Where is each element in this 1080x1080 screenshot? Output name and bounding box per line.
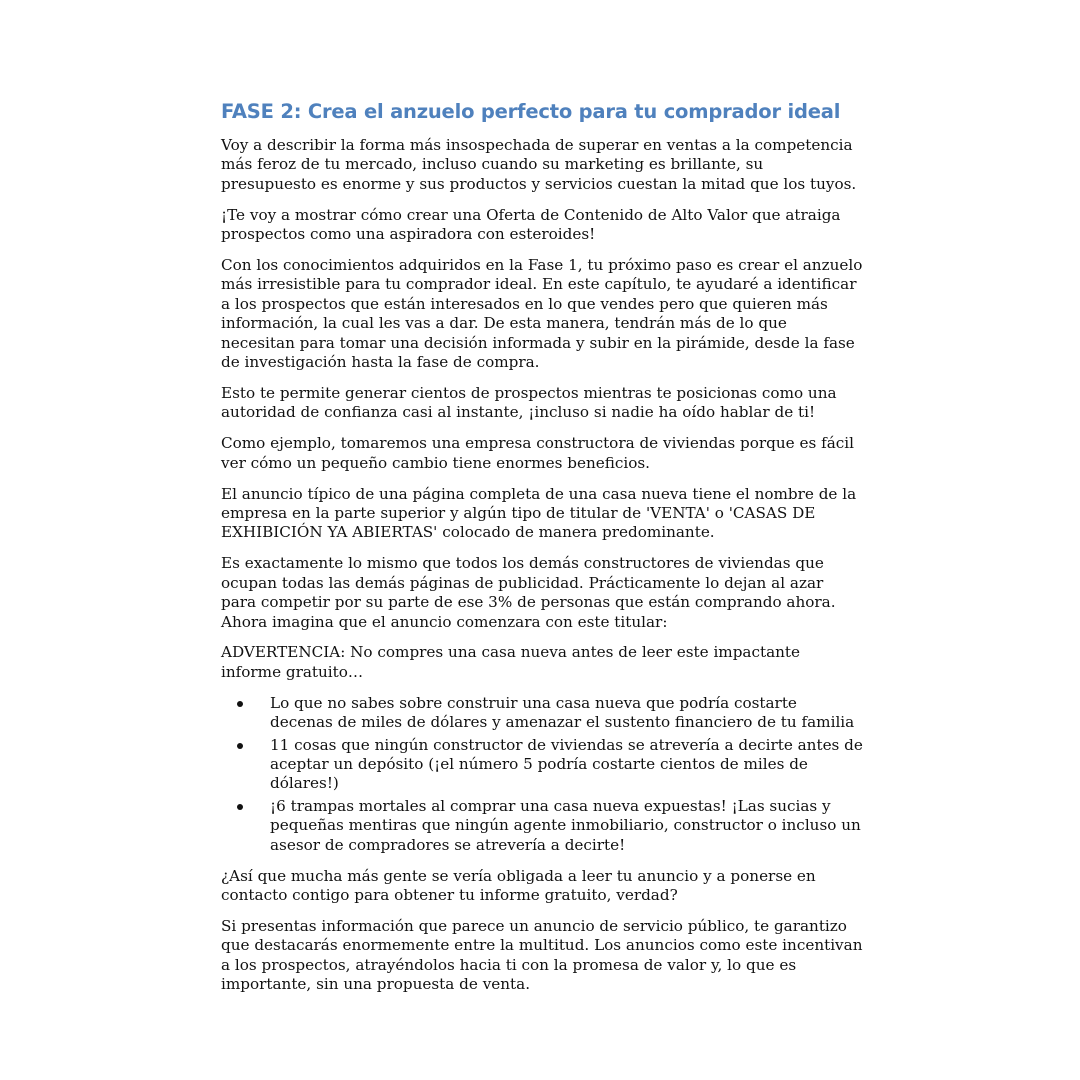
paragraph-phase-one: Con los conocimientos adquiridos en la Fase 1, tu próximo paso es crear el anzuelo más irresistible para tu comprador ideal. En este capítulo, te ayudaré a identificar a los prospectos que están interesados en lo que vendes pero que quieren más información, la cual les vas a dar. De esta manera, tendrán más de lo que necesitan para tomar una decisión informada y subir en la pirámide, desde la fase de investigación hasta la fase de compra. xyxy=(221,256,863,372)
list-item xyxy=(221,736,863,794)
list-item xyxy=(221,694,863,733)
paragraph-example: Como ejemplo, tomaremos una empresa constructora de viviendas porque es fácil ver cómo un pequeño cambio tiene enormes beneficios. xyxy=(221,434,854,472)
paragraph-competition: Es exactamente lo mismo que todos los demás constructores de viviendas que ocupan todas las demás páginas de publicidad. Prácticamente lo dejan al azar para competir por su parte de ese 3% de personas que están comprando ahora. Ahora imagina que el anuncio comenzara con este titular: xyxy=(221,554,836,631)
paragraph-intro: Voy a describir la forma más insospechada de superar en ventas a la competencia más feroz de tu mercado, incluso cuando su marketing es brillante, su presupuesto es enorme y sus productos y servicios cuestan la mitad que los tuyos. xyxy=(221,136,857,193)
list-item xyxy=(221,797,863,855)
section-heading: FASE 2: Crea el anzuelo perfecto para tu comprador ideal xyxy=(221,100,841,123)
paragraph-authority: Esto te permite generar cientos de prospectos mientras te posicionas como una autoridad de confianza casi al instante, ¡incluso si nadie ha oído hablar de ti! xyxy=(221,383,837,422)
document-page xyxy=(221,98,863,1006)
paragraph-offer: ¡Te voy a mostrar cómo crear una Oferta de Contenido de Alto Valor que atraiga prospectos como una aspiradora con esteroides! xyxy=(221,205,841,244)
list-item-text: ¡6 trampas mortales al comprar una casa nueva expuestas! ¡Las sucias y pequeñas mentiras que ningún agente inmobiliario, constructor o incluso un asesor de compradores se atrevería a decirte! xyxy=(270,796,861,854)
bullet-icon xyxy=(237,804,243,810)
paragraph-typical-ad: El anuncio típico de una página completa de una casa nueva tiene el nombre de la empresa en la parte superior y algún tipo de titular de 'VENTA' o 'CASAS DE EXHIBICIÓN YA ABIERTAS' colocado de manera predominante. xyxy=(221,484,857,542)
bullet-list xyxy=(221,694,863,855)
paragraph-conclusion: Si presentas información que parece un anuncio de servicio público, te garantizo que destacarás enormemente entre la multitud. Los anuncios como este incentivan a los prospectos, atrayéndolos hacia ti con la promesa de valor y, lo que es importante, sin una propuesta de venta. xyxy=(221,916,863,994)
bullet-icon xyxy=(237,743,243,749)
list-item-text: Lo que no sabes sobre construir una casa nueva que podría costarte decenas de miles de dólares y amenazar el sustento financiero de tu familia xyxy=(270,693,855,732)
bullet-icon xyxy=(237,701,243,707)
list-item-text: 11 cosas que ningún constructor de viviendas se atrevería a decirte antes de aceptar un depósito (¡el número 5 podría costarte cientos de miles de dólares!) xyxy=(270,735,863,793)
paragraph-question: ¿Así que mucha más gente se vería obligada a leer tu anuncio y a ponerse en contacto contigo para obtener tu informe gratuito, verdad? xyxy=(221,866,816,904)
paragraph-warning-headline: ADVERTENCIA: No compres una casa nueva antes de leer este impactante informe gratuito… xyxy=(221,643,801,681)
